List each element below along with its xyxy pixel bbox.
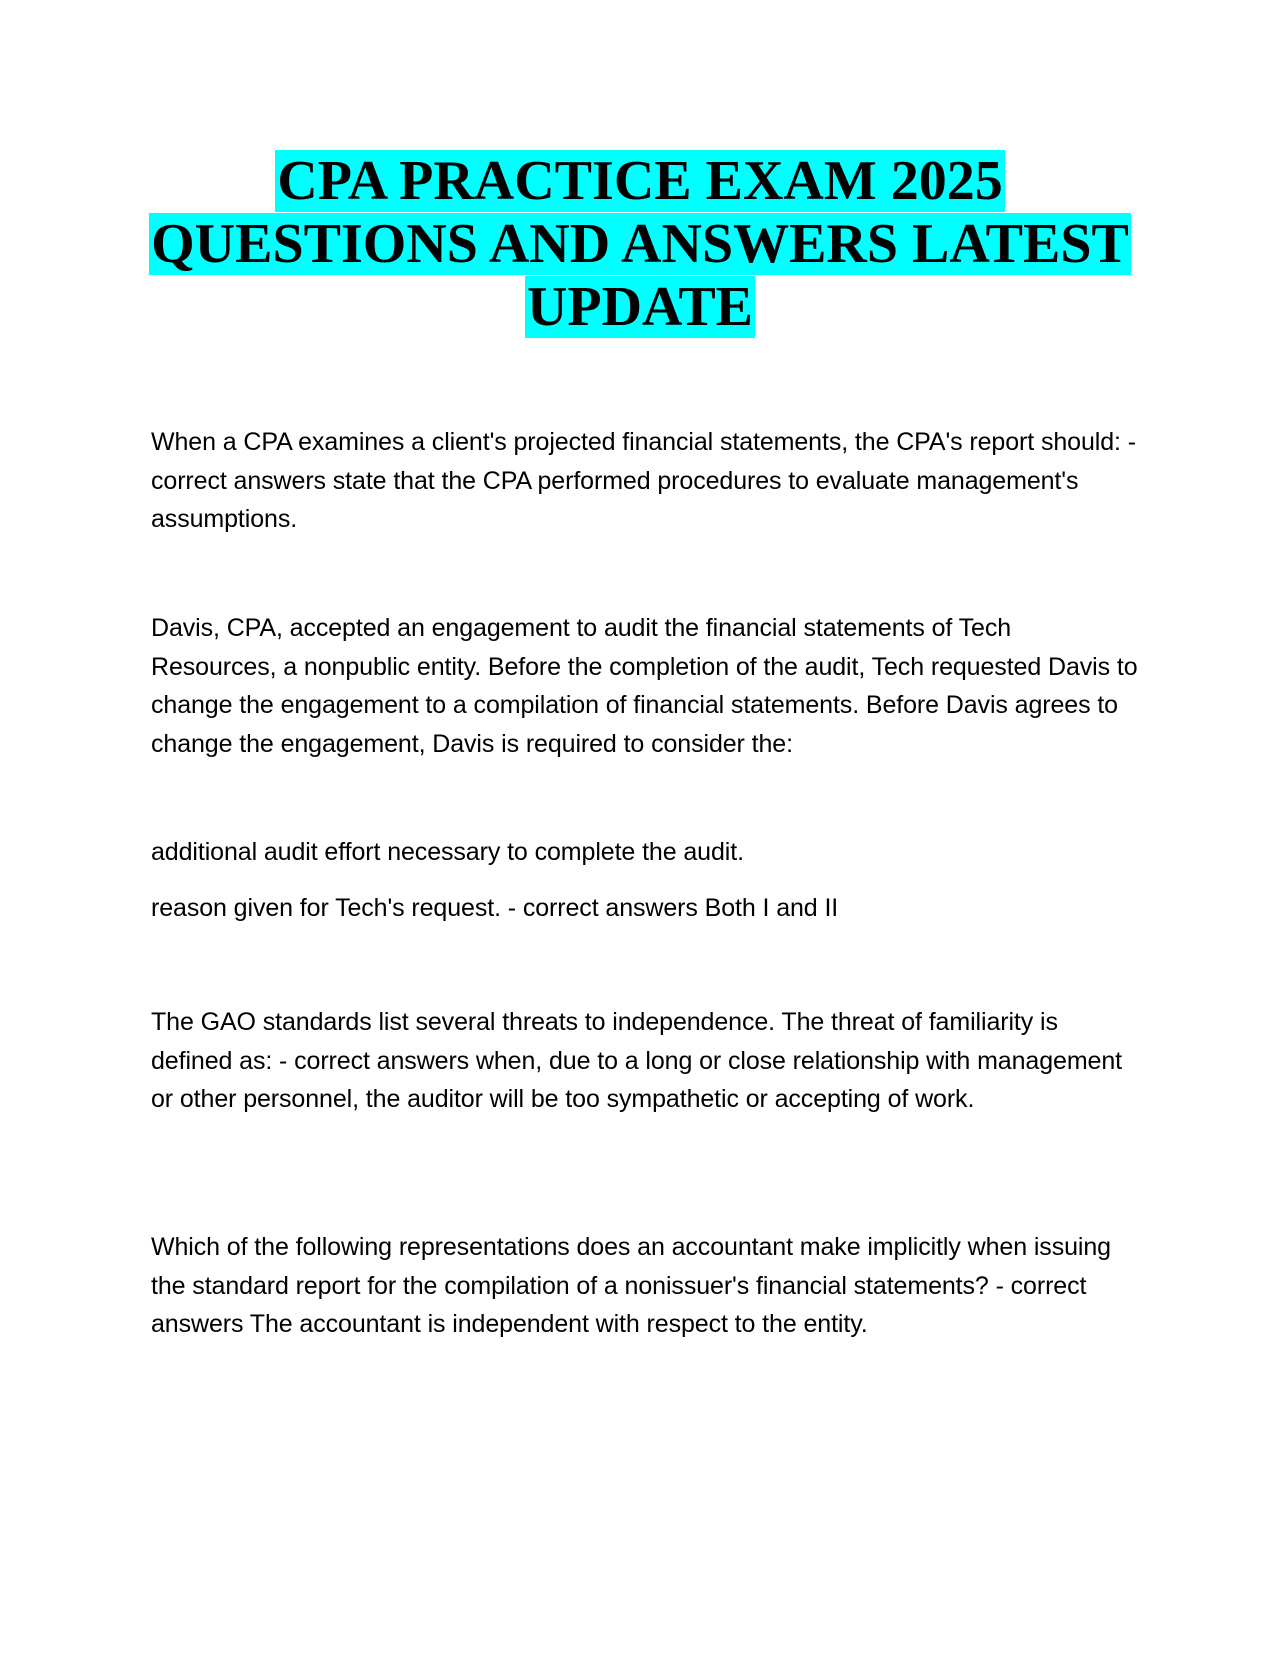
question-2-option-1: additional audit effort necessary to complete the audit. bbox=[151, 838, 744, 866]
question-paragraph-2: Davis, CPA, accepted an engagement to audit the financial statements of Tech Resources, a nonpublic entity. Before the completion of the audit, Tech requested Davis to change the engagement to a compilation of financial statements. Before Davis agrees to change the engagement, Davis is required to consider the: bbox=[151, 614, 1138, 758]
document-title bbox=[120, 150, 1160, 339]
question-paragraph-4: Which of the following representations does an accountant make implicitly when issuing the standard report for the compilation of a nonissuer's financial statements? - correct answers The accountant is independent with respect to the entity. bbox=[151, 1233, 1111, 1338]
title-line-1: CPA PRACTICE EXAM 2025 bbox=[277, 150, 1003, 212]
question-paragraph-1: When a CPA examines a client's projected financial statements, the CPA's report should: - correct answers state that the CPA performed procedures to evaluate management's assumptions. bbox=[151, 428, 1136, 533]
title-line-3: UPDATE bbox=[526, 276, 754, 338]
question-paragraph-3: The GAO standards list several threats to independence. The threat of familiarity is defined as: - correct answers when, due to a long or close relationship with management or other personnel, the auditor will be too sympathetic or accepting of work. bbox=[151, 1008, 1123, 1113]
question-2-option-2: reason given for Tech's request. - correct answers Both I and II bbox=[151, 894, 839, 922]
title-line-2: QUESTIONS AND ANSWERS LATEST bbox=[151, 213, 1129, 275]
